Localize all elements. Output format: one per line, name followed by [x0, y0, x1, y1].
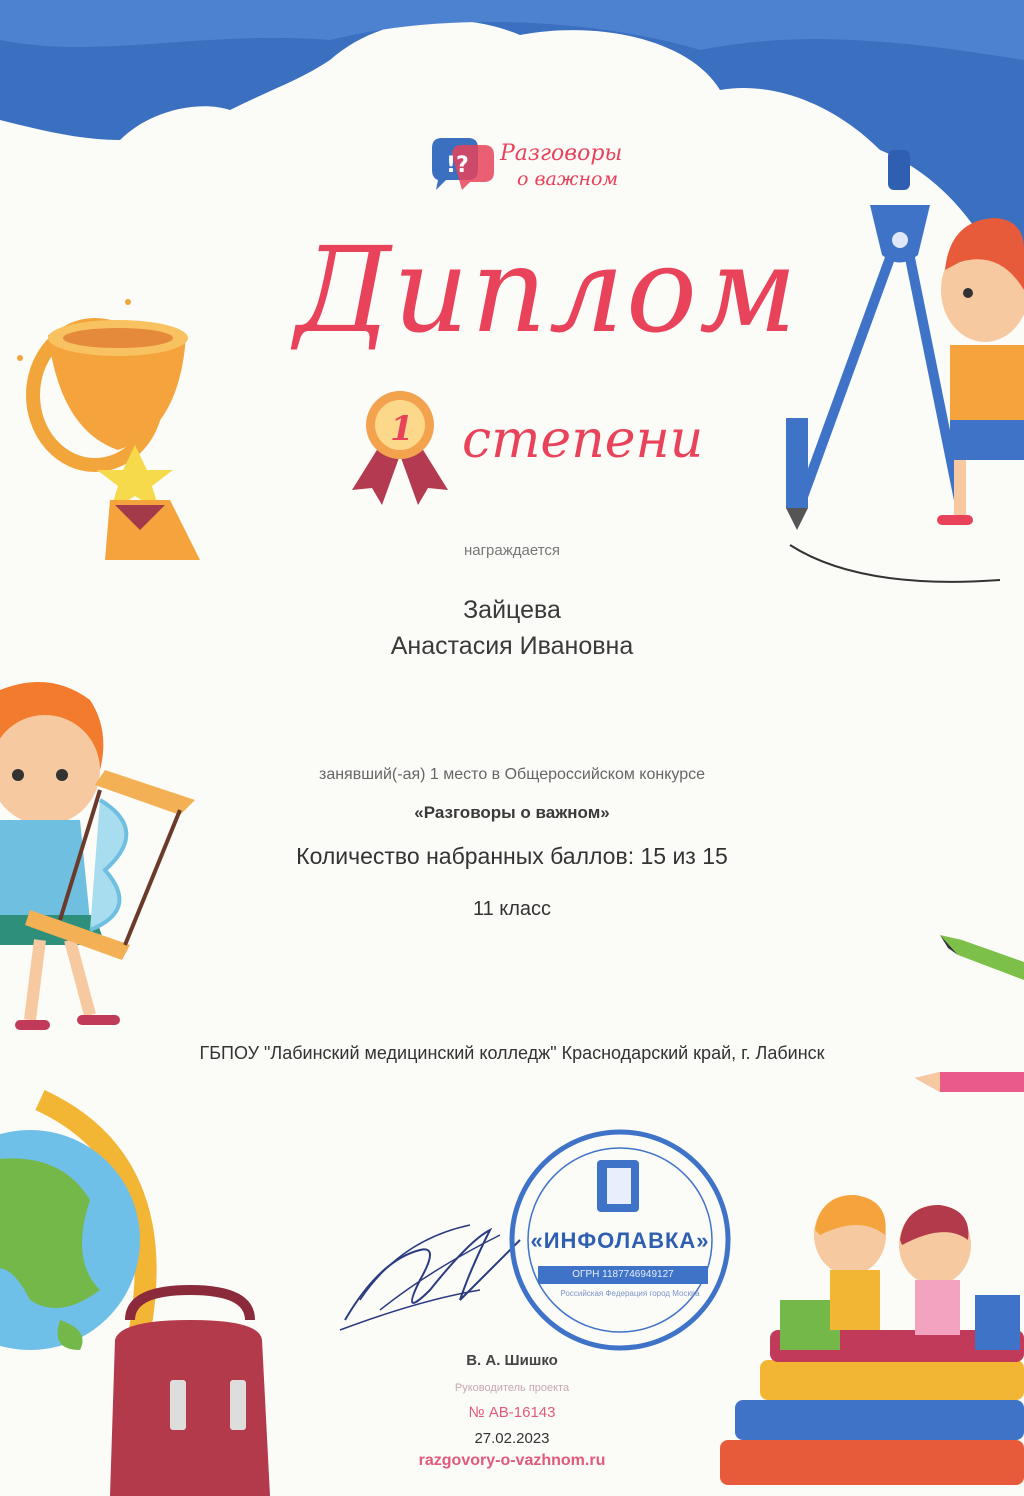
awarded-text: награждается [463, 542, 561, 559]
contest-name: «Разговоры о важном» [414, 803, 610, 822]
grade-text: 11 класс [472, 898, 552, 920]
score-text: Количество набранных баллов: 15 из 15 [296, 843, 728, 869]
signer-role: Руководитель проекта [454, 1382, 570, 1394]
signer-name: В. А. Шишко [466, 1352, 558, 1369]
website-link[interactable]: razgovory-o-vazhnom.ru [418, 1452, 606, 1469]
certificate-number: № АВ-16143 [468, 1404, 556, 1421]
recipient-surname: Зайцева [463, 596, 561, 624]
logo-line2: о важном [517, 168, 619, 190]
stamp-name: «ИНФОЛАВКА» [530, 1228, 710, 1253]
stamp-ogrn: ОГРН 1187746949127 [538, 1266, 708, 1284]
recipient-given-names: Анастасия Ивановна [390, 632, 634, 660]
degree-label: степени [462, 410, 704, 470]
stamp-subtext: Российская Федерация город Москва [560, 1289, 700, 1298]
achievement-text: занявший(-ая) 1 место в Общероссийском конкурсе [318, 766, 705, 783]
diploma-title: Диплом [295, 221, 799, 359]
issue-date: 27.02.2023 [474, 1430, 550, 1447]
svg-text:!?: !? [446, 153, 469, 178]
logo-line1: Разговоры [500, 141, 623, 166]
organization-text: ГБПОУ "Лабинский медицинский колледж" Краснодарский край, г. Лабинск [199, 1043, 825, 1063]
svg-text:1: 1 [390, 409, 414, 449]
